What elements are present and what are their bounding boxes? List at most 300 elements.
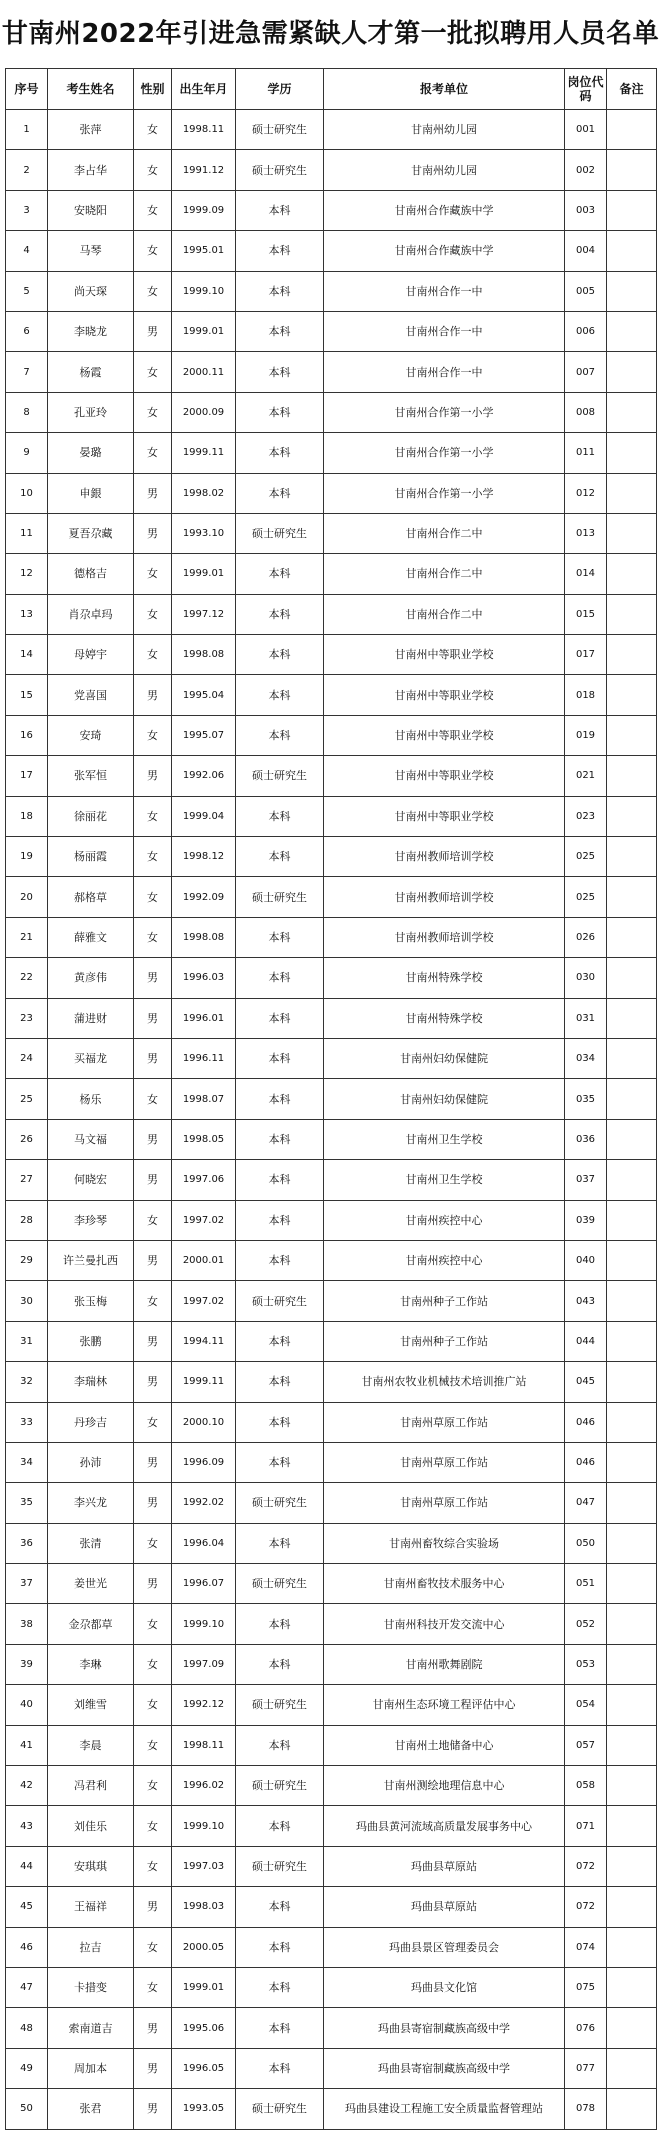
header-post-code: 岗位代码 — [565, 69, 607, 110]
cell-index: 33 — [6, 1402, 48, 1442]
cell-post-code: 046 — [565, 1402, 607, 1442]
cell-post-code: 012 — [565, 473, 607, 513]
cell-index: 9 — [6, 433, 48, 473]
cell-unit: 甘南州合作第一小学 — [324, 433, 565, 473]
table-row — [6, 1200, 657, 1240]
cell-gender: 男 — [134, 1887, 172, 1927]
cell-birth: 1999.10 — [172, 1604, 236, 1644]
table-row — [6, 1685, 657, 1725]
cell-gender: 男 — [134, 2008, 172, 2048]
cell-gender: 男 — [134, 2089, 172, 2129]
table-row — [6, 1281, 657, 1321]
table-row — [6, 554, 657, 594]
cell-name: 马文福 — [48, 1119, 134, 1159]
cell-index: 23 — [6, 998, 48, 1038]
cell-index: 45 — [6, 1887, 48, 1927]
cell-index: 48 — [6, 2008, 48, 2048]
cell-post-code: 054 — [565, 1685, 607, 1725]
cell-birth: 1999.10 — [172, 271, 236, 311]
table-row — [6, 433, 657, 473]
cell-education: 本科 — [236, 2048, 324, 2088]
cell-name: 李晓龙 — [48, 311, 134, 351]
cell-post-code: 057 — [565, 1725, 607, 1765]
cell-unit: 甘南州中等职业学校 — [324, 756, 565, 796]
cell-post-code: 025 — [565, 877, 607, 917]
cell-birth: 1992.12 — [172, 1685, 236, 1725]
cell-index: 21 — [6, 917, 48, 957]
header-birth: 出生年月 — [172, 69, 236, 110]
cell-birth: 1996.05 — [172, 2048, 236, 2088]
cell-birth: 1997.09 — [172, 1644, 236, 1684]
cell-birth: 1999.04 — [172, 796, 236, 836]
cell-birth: 2000.09 — [172, 392, 236, 432]
cell-index: 6 — [6, 311, 48, 351]
cell-post-code: 052 — [565, 1604, 607, 1644]
cell-remark — [607, 311, 657, 351]
cell-education: 本科 — [236, 1321, 324, 1361]
cell-index: 5 — [6, 271, 48, 311]
cell-unit: 甘南州妇幼保健院 — [324, 1079, 565, 1119]
cell-index: 1 — [6, 110, 48, 150]
cell-gender: 男 — [134, 756, 172, 796]
header-name: 考生姓名 — [48, 69, 134, 110]
cell-remark — [607, 715, 657, 755]
cell-name: 丹珍吉 — [48, 1402, 134, 1442]
table-header-row — [6, 69, 657, 110]
cell-name: 姜世光 — [48, 1564, 134, 1604]
cell-index: 49 — [6, 2048, 48, 2088]
cell-post-code: 077 — [565, 2048, 607, 2088]
cell-birth: 1994.11 — [172, 1321, 236, 1361]
cell-remark — [607, 1281, 657, 1321]
cell-birth: 1992.09 — [172, 877, 236, 917]
cell-gender: 女 — [134, 594, 172, 634]
cell-remark — [607, 1079, 657, 1119]
cell-name: 索南道吉 — [48, 2008, 134, 2048]
cell-unit: 玛曲县草原站 — [324, 1846, 565, 1886]
cell-education: 本科 — [236, 1160, 324, 1200]
cell-education: 本科 — [236, 1523, 324, 1563]
cell-unit: 甘南州合作二中 — [324, 554, 565, 594]
cell-index: 39 — [6, 1644, 48, 1684]
cell-index: 4 — [6, 231, 48, 271]
cell-index: 42 — [6, 1766, 48, 1806]
header-remark: 备注 — [607, 69, 657, 110]
cell-education: 本科 — [236, 190, 324, 230]
cell-birth: 1998.08 — [172, 635, 236, 675]
cell-unit: 玛曲县寄宿制藏族高级中学 — [324, 2048, 565, 2088]
cell-remark — [607, 1644, 657, 1684]
table-row — [6, 1362, 657, 1402]
cell-gender: 女 — [134, 1766, 172, 1806]
cell-unit: 甘南州草原工作站 — [324, 1483, 565, 1523]
cell-post-code: 053 — [565, 1644, 607, 1684]
cell-name: 张军恒 — [48, 756, 134, 796]
cell-remark — [607, 1604, 657, 1644]
cell-gender: 女 — [134, 715, 172, 755]
cell-name: 孙沛 — [48, 1442, 134, 1482]
cell-remark — [607, 1564, 657, 1604]
cell-index: 29 — [6, 1240, 48, 1280]
cell-unit: 甘南州幼儿园 — [324, 110, 565, 150]
cell-gender: 女 — [134, 271, 172, 311]
cell-birth: 1995.01 — [172, 231, 236, 271]
cell-name: 肖尕卓玛 — [48, 594, 134, 634]
cell-education: 本科 — [236, 352, 324, 392]
cell-post-code: 025 — [565, 837, 607, 877]
cell-education: 本科 — [236, 1887, 324, 1927]
cell-education: 硕士研究生 — [236, 1564, 324, 1604]
cell-index: 30 — [6, 1281, 48, 1321]
cell-name: 冯君利 — [48, 1766, 134, 1806]
cell-birth: 1996.01 — [172, 998, 236, 1038]
cell-name: 李琳 — [48, 1644, 134, 1684]
cell-gender: 男 — [134, 473, 172, 513]
cell-name: 马琴 — [48, 231, 134, 271]
cell-name: 蒲进财 — [48, 998, 134, 1038]
cell-unit: 甘南州合作一中 — [324, 352, 565, 392]
cell-unit: 甘南州合作一中 — [324, 271, 565, 311]
cell-index: 36 — [6, 1523, 48, 1563]
cell-education: 本科 — [236, 837, 324, 877]
cell-education: 本科 — [236, 675, 324, 715]
cell-index: 17 — [6, 756, 48, 796]
cell-birth: 1997.02 — [172, 1200, 236, 1240]
cell-birth: 1996.02 — [172, 1766, 236, 1806]
cell-remark — [607, 190, 657, 230]
cell-index: 38 — [6, 1604, 48, 1644]
table-row — [6, 2008, 657, 2048]
cell-education: 本科 — [236, 231, 324, 271]
cell-remark — [607, 877, 657, 917]
cell-name: 杨霞 — [48, 352, 134, 392]
cell-unit: 甘南州特殊学校 — [324, 998, 565, 1038]
table-row — [6, 1160, 657, 1200]
cell-birth: 1993.05 — [172, 2089, 236, 2129]
cell-name: 李珍琴 — [48, 1200, 134, 1240]
cell-education: 本科 — [236, 1119, 324, 1159]
cell-index: 16 — [6, 715, 48, 755]
cell-education: 本科 — [236, 473, 324, 513]
cell-post-code: 003 — [565, 190, 607, 230]
cell-gender: 女 — [134, 1523, 172, 1563]
cell-index: 40 — [6, 1685, 48, 1725]
cell-index: 26 — [6, 1119, 48, 1159]
cell-education: 本科 — [236, 958, 324, 998]
cell-index: 34 — [6, 1442, 48, 1482]
cell-name: 张鹏 — [48, 1321, 134, 1361]
cell-post-code: 074 — [565, 1927, 607, 1967]
cell-education: 硕士研究生 — [236, 1685, 324, 1725]
cell-post-code: 001 — [565, 110, 607, 150]
cell-post-code: 039 — [565, 1200, 607, 1240]
cell-birth: 1999.11 — [172, 1362, 236, 1402]
cell-birth: 1996.07 — [172, 1564, 236, 1604]
table-row — [6, 231, 657, 271]
cell-gender: 女 — [134, 231, 172, 271]
cell-post-code: 013 — [565, 513, 607, 553]
cell-education: 本科 — [236, 2008, 324, 2048]
cell-remark — [607, 150, 657, 190]
table-row — [6, 917, 657, 957]
table-body — [6, 110, 657, 2130]
cell-post-code: 035 — [565, 1079, 607, 1119]
cell-birth: 1999.11 — [172, 433, 236, 473]
cell-remark — [607, 1967, 657, 2007]
cell-gender: 女 — [134, 150, 172, 190]
cell-name: 徐丽花 — [48, 796, 134, 836]
cell-education: 本科 — [236, 1038, 324, 1078]
cell-education: 本科 — [236, 1604, 324, 1644]
table-row — [6, 392, 657, 432]
header-education: 学历 — [236, 69, 324, 110]
cell-name: 尚天琛 — [48, 271, 134, 311]
cell-birth: 1999.01 — [172, 311, 236, 351]
cell-index: 2 — [6, 150, 48, 190]
cell-remark — [607, 1846, 657, 1886]
cell-gender: 女 — [134, 1079, 172, 1119]
cell-birth: 1995.07 — [172, 715, 236, 755]
cell-remark — [607, 1927, 657, 1967]
cell-education: 本科 — [236, 998, 324, 1038]
cell-education: 本科 — [236, 1362, 324, 1402]
table-row — [6, 1240, 657, 1280]
cell-remark — [607, 1766, 657, 1806]
cell-remark — [607, 1523, 657, 1563]
cell-remark — [607, 675, 657, 715]
cell-unit: 甘南州教师培训学校 — [324, 877, 565, 917]
cell-birth: 1992.02 — [172, 1483, 236, 1523]
cell-post-code: 021 — [565, 756, 607, 796]
cell-unit: 甘南州合作二中 — [324, 594, 565, 634]
table-row — [6, 958, 657, 998]
cell-birth: 1999.01 — [172, 554, 236, 594]
cell-unit: 甘南州合作藏族中学 — [324, 231, 565, 271]
header-unit: 报考单位 — [324, 69, 565, 110]
cell-post-code: 026 — [565, 917, 607, 957]
cell-remark — [607, 1321, 657, 1361]
cell-education: 本科 — [236, 392, 324, 432]
cell-remark — [607, 554, 657, 594]
cell-post-code: 007 — [565, 352, 607, 392]
cell-name: 何晓宏 — [48, 1160, 134, 1200]
cell-gender: 女 — [134, 554, 172, 594]
table-row — [6, 675, 657, 715]
cell-post-code: 037 — [565, 1160, 607, 1200]
cell-birth: 1997.12 — [172, 594, 236, 634]
cell-birth: 1999.10 — [172, 1806, 236, 1846]
table-row — [6, 1564, 657, 1604]
cell-unit: 甘南州科技开发交流中心 — [324, 1604, 565, 1644]
cell-education: 本科 — [236, 1079, 324, 1119]
cell-unit: 玛曲县寄宿制藏族高级中学 — [324, 2008, 565, 2048]
table-row — [6, 271, 657, 311]
cell-index: 27 — [6, 1160, 48, 1200]
cell-name: 党喜国 — [48, 675, 134, 715]
cell-remark — [607, 2089, 657, 2129]
table-row — [6, 1766, 657, 1806]
cell-unit: 甘南州种子工作站 — [324, 1281, 565, 1321]
cell-name: 晏璐 — [48, 433, 134, 473]
cell-gender: 女 — [134, 1402, 172, 1442]
table-row — [6, 1887, 657, 1927]
cell-unit: 甘南州中等职业学校 — [324, 715, 565, 755]
cell-gender: 女 — [134, 1604, 172, 1644]
cell-gender: 男 — [134, 958, 172, 998]
cell-remark — [607, 756, 657, 796]
cell-remark — [607, 1887, 657, 1927]
cell-post-code: 076 — [565, 2008, 607, 2048]
cell-gender: 女 — [134, 392, 172, 432]
cell-unit: 甘南州疾控中心 — [324, 1200, 565, 1240]
cell-education: 本科 — [236, 271, 324, 311]
cell-name: 张君 — [48, 2089, 134, 2129]
cell-remark — [607, 1119, 657, 1159]
cell-post-code: 047 — [565, 1483, 607, 1523]
cell-gender: 女 — [134, 917, 172, 957]
cell-remark — [607, 796, 657, 836]
table-row — [6, 877, 657, 917]
cell-remark — [607, 1806, 657, 1846]
cell-unit: 甘南州土地储备中心 — [324, 1725, 565, 1765]
cell-birth: 1996.04 — [172, 1523, 236, 1563]
cell-post-code: 071 — [565, 1806, 607, 1846]
cell-index: 8 — [6, 392, 48, 432]
cell-education: 硕士研究生 — [236, 877, 324, 917]
cell-name: 安琪琪 — [48, 1846, 134, 1886]
cell-education: 硕士研究生 — [236, 110, 324, 150]
cell-education: 本科 — [236, 311, 324, 351]
cell-post-code: 043 — [565, 1281, 607, 1321]
cell-index: 15 — [6, 675, 48, 715]
cell-remark — [607, 1200, 657, 1240]
cell-index: 28 — [6, 1200, 48, 1240]
cell-unit: 玛曲县文化馆 — [324, 1967, 565, 2007]
cell-name: 王福祥 — [48, 1887, 134, 1927]
cell-education: 硕士研究生 — [236, 513, 324, 553]
cell-unit: 玛曲县黄河流域高质量发展事务中心 — [324, 1806, 565, 1846]
cell-gender: 女 — [134, 796, 172, 836]
cell-remark — [607, 231, 657, 271]
cell-education: 本科 — [236, 1442, 324, 1482]
cell-remark — [607, 2048, 657, 2088]
table-row — [6, 1321, 657, 1361]
cell-post-code: 045 — [565, 1362, 607, 1402]
cell-post-code: 040 — [565, 1240, 607, 1280]
cell-index: 20 — [6, 877, 48, 917]
cell-education: 本科 — [236, 1806, 324, 1846]
cell-name: 刘佳乐 — [48, 1806, 134, 1846]
cell-birth: 2000.11 — [172, 352, 236, 392]
cell-post-code: 075 — [565, 1967, 607, 2007]
cell-birth: 1998.12 — [172, 837, 236, 877]
cell-name: 买福龙 — [48, 1038, 134, 1078]
cell-index: 24 — [6, 1038, 48, 1078]
cell-unit: 甘南州卫生学校 — [324, 1119, 565, 1159]
cell-gender: 女 — [134, 1200, 172, 1240]
cell-gender: 女 — [134, 190, 172, 230]
cell-name: 拉吉 — [48, 1927, 134, 1967]
table-row — [6, 1604, 657, 1644]
cell-post-code: 015 — [565, 594, 607, 634]
cell-birth: 1996.09 — [172, 1442, 236, 1482]
cell-unit: 甘南州中等职业学校 — [324, 675, 565, 715]
cell-index: 32 — [6, 1362, 48, 1402]
cell-education: 本科 — [236, 796, 324, 836]
cell-index: 3 — [6, 190, 48, 230]
cell-unit: 玛曲县建设工程施工安全质量监督管理站 — [324, 2089, 565, 2129]
cell-name: 杨丽霞 — [48, 837, 134, 877]
cell-index: 18 — [6, 796, 48, 836]
cell-remark — [607, 837, 657, 877]
cell-remark — [607, 2008, 657, 2048]
cell-name: 金尕都草 — [48, 1604, 134, 1644]
cell-birth: 1993.10 — [172, 513, 236, 553]
cell-education: 硕士研究生 — [236, 1483, 324, 1523]
cell-birth: 1999.09 — [172, 190, 236, 230]
cell-unit: 玛曲县景区管理委员会 — [324, 1927, 565, 1967]
cell-index: 10 — [6, 473, 48, 513]
cell-unit: 甘南州合作第一小学 — [324, 473, 565, 513]
table-row — [6, 796, 657, 836]
cell-gender: 女 — [134, 1644, 172, 1684]
cell-unit: 甘南州生态环境工程评估中心 — [324, 1685, 565, 1725]
cell-gender: 男 — [134, 1240, 172, 1280]
cell-name: 郝格草 — [48, 877, 134, 917]
cell-birth: 1998.02 — [172, 473, 236, 513]
cell-remark — [607, 1725, 657, 1765]
cell-remark — [607, 1685, 657, 1725]
cell-remark — [607, 998, 657, 1038]
table-row — [6, 110, 657, 150]
cell-remark — [607, 392, 657, 432]
cell-name: 孔亚玲 — [48, 392, 134, 432]
table-row — [6, 473, 657, 513]
cell-index: 37 — [6, 1564, 48, 1604]
cell-remark — [607, 594, 657, 634]
cell-birth: 1999.01 — [172, 1967, 236, 2007]
cell-unit: 甘南州测绘地理信息中心 — [324, 1766, 565, 1806]
cell-name: 李瑞林 — [48, 1362, 134, 1402]
cell-gender: 男 — [134, 1321, 172, 1361]
table-row — [6, 594, 657, 634]
cell-post-code: 005 — [565, 271, 607, 311]
cell-birth: 1998.11 — [172, 110, 236, 150]
cell-name: 周加本 — [48, 2048, 134, 2088]
table-row — [6, 756, 657, 796]
cell-unit: 甘南州教师培训学校 — [324, 837, 565, 877]
cell-name: 黄彦伟 — [48, 958, 134, 998]
cell-remark — [607, 1402, 657, 1442]
cell-unit: 甘南州草原工作站 — [324, 1442, 565, 1482]
document-title: 甘南州2022年引进急需紧缺人才第一批拟聘用人员名单 — [1, 19, 660, 49]
cell-education: 本科 — [236, 594, 324, 634]
cell-unit: 甘南州中等职业学校 — [324, 796, 565, 836]
cell-name: 张萍 — [48, 110, 134, 150]
cell-remark — [607, 958, 657, 998]
cell-unit: 甘南州合作二中 — [324, 513, 565, 553]
cell-gender: 男 — [134, 513, 172, 553]
cell-index: 47 — [6, 1967, 48, 2007]
cell-education: 硕士研究生 — [236, 2089, 324, 2129]
cell-name: 李晨 — [48, 1725, 134, 1765]
cell-index: 12 — [6, 554, 48, 594]
cell-index: 46 — [6, 1927, 48, 1967]
table-row — [6, 1725, 657, 1765]
cell-gender: 女 — [134, 352, 172, 392]
cell-education: 本科 — [236, 1200, 324, 1240]
cell-index: 31 — [6, 1321, 48, 1361]
